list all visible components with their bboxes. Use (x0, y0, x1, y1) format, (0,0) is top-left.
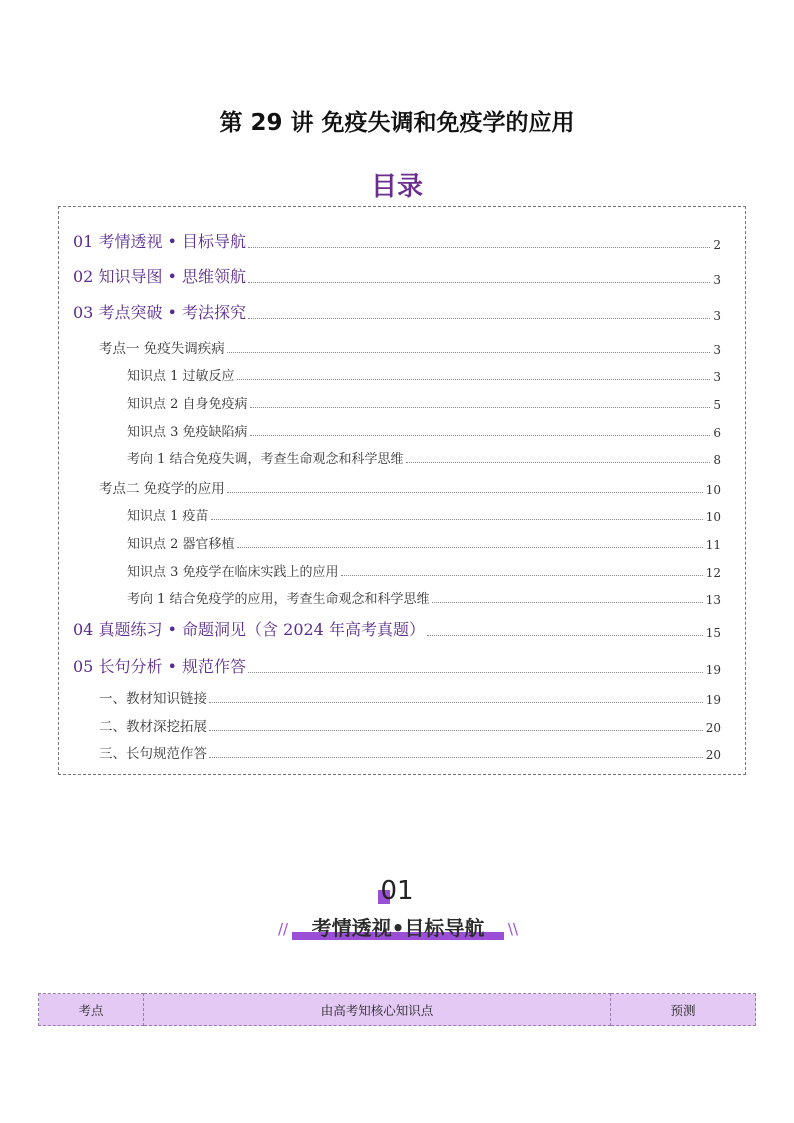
toc-dot-leader (248, 246, 710, 248)
right-slash-decoration: \\ (507, 920, 518, 938)
toc-entry-page: 3 (713, 370, 721, 384)
table-of-contents (58, 206, 746, 775)
toc-entry-label: 04 真题练习 • 命题洞见（含 2024 年高考真题） (73, 620, 425, 639)
toc-dot-leader (250, 434, 711, 436)
toc-entry-label: 02 知识导图 • 思维领航 (73, 267, 247, 286)
toc-entry-label: 知识点 2 自身免疫病 (127, 397, 248, 412)
toc-entry-page: 19 (705, 663, 721, 677)
toc-entry-label: 二、教材深挖拓展 (99, 719, 207, 735)
toc-dot-leader (209, 756, 703, 758)
toc-entry[interactable] (99, 687, 721, 707)
toc-dot-leader (227, 491, 703, 493)
toc-entry-label: 考点一 免疫失调疾病 (99, 341, 225, 357)
toc-entry[interactable] (127, 448, 721, 467)
toc-entry[interactable] (73, 264, 721, 287)
toc-entry[interactable] (99, 742, 721, 762)
toc-entry-label: 知识点 1 疫苗 (127, 509, 209, 524)
toc-entry[interactable] (127, 505, 721, 524)
table-header-row (39, 994, 756, 1026)
toc-entry-page: 3 (713, 309, 721, 323)
toc-dot-leader (209, 729, 703, 731)
toc-entry-label: 考点二 免疫学的应用 (99, 481, 225, 497)
header-cell-knowledge: 由高考知核心知识点 (144, 994, 611, 1026)
toc-entry[interactable] (127, 365, 721, 384)
toc-entry[interactable] (73, 300, 721, 323)
toc-dot-leader (227, 351, 711, 353)
toc-entry[interactable] (99, 477, 721, 497)
toc-entry-page: 8 (713, 453, 721, 467)
toc-entry[interactable] (73, 654, 721, 677)
toc-entry[interactable] (127, 393, 721, 412)
toc-entry[interactable] (127, 421, 721, 440)
toc-entry-label: 知识点 3 免疫学在临床实践上的应用 (127, 565, 339, 580)
toc-entry-label: 一、教材知识链接 (99, 691, 207, 707)
toc-entry[interactable] (127, 588, 721, 607)
toc-dot-leader (237, 378, 711, 380)
toc-entry-page: 12 (705, 566, 721, 580)
toc-entry[interactable] (73, 229, 721, 252)
toc-entry-page: 3 (713, 343, 721, 357)
toc-entry-label: 知识点 2 器官移植 (127, 537, 235, 552)
toc-dot-leader (406, 461, 711, 463)
toc-entry-page: 10 (705, 510, 721, 524)
toc-dot-leader (427, 634, 703, 636)
section-number: 01 (380, 876, 414, 906)
toc-dot-leader (248, 671, 703, 673)
toc-entry[interactable] (127, 561, 721, 580)
toc-dot-leader (237, 546, 703, 548)
toc-entry-label: 知识点 3 免疫缺陷病 (127, 425, 248, 440)
toc-entry-page: 15 (705, 626, 721, 640)
header-cell-prediction: 预测 (611, 994, 756, 1026)
header-cell-kaodian: 考点 (39, 994, 144, 1026)
toc-dot-leader (248, 317, 710, 319)
toc-entry[interactable] (73, 617, 721, 640)
toc-dot-leader (211, 518, 703, 520)
toc-entry-page: 20 (705, 721, 721, 735)
toc-dot-leader (248, 281, 710, 283)
toc-dot-leader (341, 574, 703, 576)
toc-entry-label: 05 长句分析 • 规范作答 (73, 657, 247, 676)
exam-analysis-table (38, 993, 756, 1026)
toc-entry-page: 20 (705, 748, 721, 762)
toc-entry-page: 3 (713, 273, 721, 287)
section-banner (278, 910, 518, 942)
toc-entry-page: 19 (705, 693, 721, 707)
toc-entry-label: 01 考情透视 • 目标导航 (73, 232, 247, 251)
toc-entry-label: 考向 1 结合免疫失调，考查生命观念和科学思维 (127, 452, 404, 467)
toc-entry-page: 13 (705, 593, 721, 607)
toc-dot-leader (432, 601, 703, 603)
toc-entry-label: 考向 1 结合免疫学的应用，考查生命观念和科学思维 (127, 592, 430, 607)
toc-entry-label: 三、长句规范作答 (99, 746, 207, 762)
toc-entry[interactable] (127, 533, 721, 552)
page-title: 第 29 讲 免疫失调和免疫学的应用 (219, 110, 575, 136)
toc-entry-page: 11 (705, 538, 721, 552)
toc-entry-label: 03 考点突破 • 考法探究 (73, 303, 247, 322)
toc-entry-page: 10 (705, 483, 721, 497)
toc-dot-leader (209, 701, 703, 703)
toc-heading: 目录 (370, 172, 423, 202)
toc-entry-page: 2 (713, 238, 721, 252)
toc-dot-leader (250, 406, 711, 408)
section-title: 考情透视•目标导航 (311, 916, 485, 940)
toc-entry-label: 知识点 1 过敏反应 (127, 369, 235, 384)
toc-entry-page: 5 (713, 398, 721, 412)
toc-entry[interactable] (99, 337, 721, 357)
toc-entry[interactable] (99, 715, 721, 735)
left-slash-decoration: // (278, 920, 289, 938)
toc-entry-page: 6 (713, 426, 721, 440)
